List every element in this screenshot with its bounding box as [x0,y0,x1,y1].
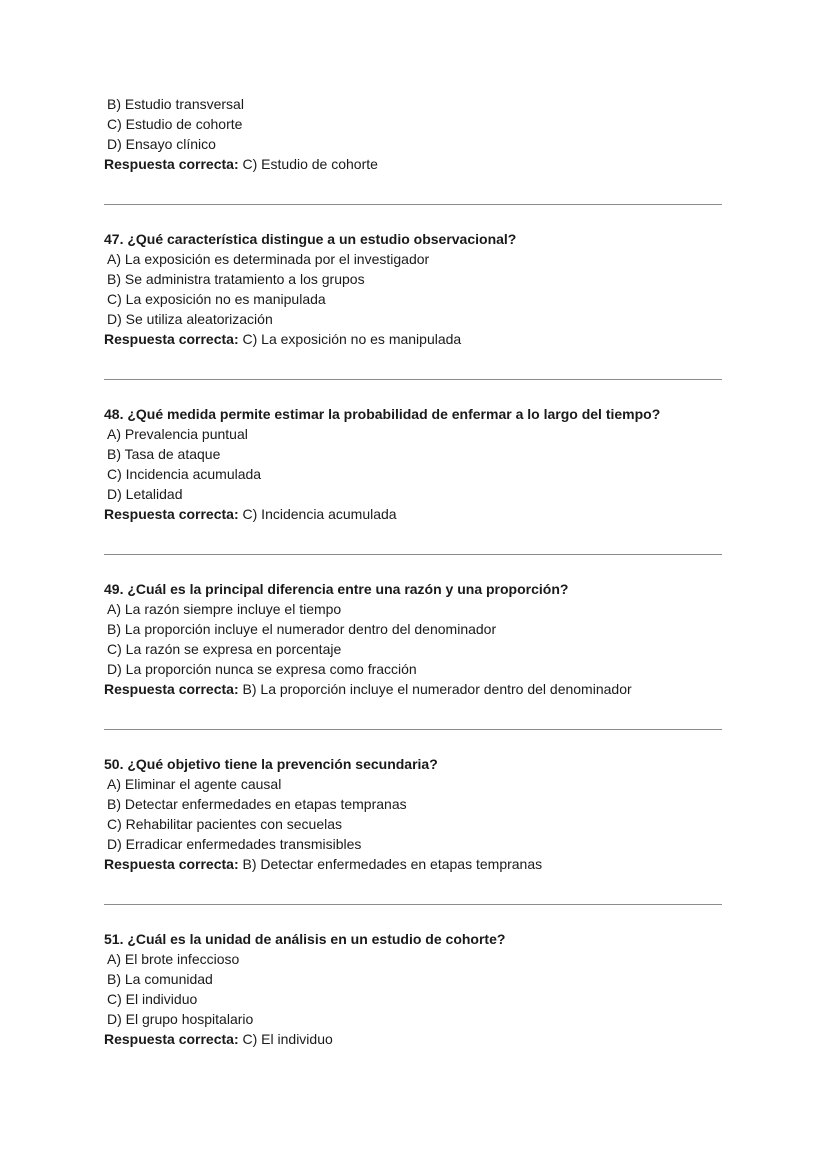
question-option: D) Letalidad [107,486,183,502]
question-option: D) La proporción nunca se expresa como fracción [107,661,417,677]
question-options [104,774,722,854]
question-title: 49. ¿Cuál es la principal diferencia entre una razón y una proporción? [104,581,569,597]
question-block [104,579,722,699]
question-option: D) Erradicar enfermedades transmisibles [107,836,362,852]
answer-label: Respuesta correcta: [104,156,239,172]
answer-line [104,329,722,349]
divider [104,904,722,905]
question-option: C) Estudio de cohorte [107,116,243,132]
question-block [104,929,722,1049]
divider [104,379,722,380]
answer-label: Respuesta correcta: [104,506,239,522]
question-block [104,94,722,174]
divider [104,204,722,205]
answer-line [104,854,722,874]
answer-line [104,679,722,699]
answer-text: C) Incidencia acumulada [242,506,397,522]
answer-label: Respuesta correcta: [104,1031,239,1047]
question-title: 47. ¿Qué característica distingue a un estudio observacional? [104,231,517,247]
question-option: A) La razón siempre incluye el tiempo [107,601,342,617]
question-option: A) Prevalencia puntual [107,426,248,442]
answer-text: C) El individuo [242,1031,333,1047]
question-option: B) Estudio transversal [107,96,244,112]
question-options [104,949,722,1029]
answer-label: Respuesta correcta: [104,681,239,697]
question-title: 48. ¿Qué medida permite estimar la probabilidad de enfermar a lo largo del tiempo? [104,406,661,422]
answer-text: B) La proporción incluye el numerador dentro del denominador [242,681,632,697]
answer-line [104,154,722,174]
question-options [104,94,722,154]
answer-line [104,1029,722,1049]
question-option: A) El brote infeccioso [107,951,240,967]
answer-text: B) Detectar enfermedades en etapas tempranas [242,856,543,872]
question-option: C) La razón se expresa en porcentaje [107,641,342,657]
question-options [104,249,722,329]
question-option: D) Ensayo clínico [107,136,216,152]
answer-text: C) La exposición no es manipulada [242,331,462,347]
question-title: 51. ¿Cuál es la unidad de análisis en un estudio de cohorte? [104,931,506,947]
question-option: B) Detectar enfermedades en etapas tempranas [107,796,407,812]
question-option: C) El individuo [107,991,198,1007]
question-option: B) La proporción incluye el numerador dentro del denominador [107,621,497,637]
answer-line [104,504,722,524]
question-option: B) Se administra tratamiento a los grupos [107,271,365,287]
question-option: D) Se utiliza aleatorización [107,311,273,327]
answer-text: C) Estudio de cohorte [242,156,378,172]
question-option: A) Eliminar el agente causal [107,776,282,792]
question-block [104,404,722,524]
question-option: C) La exposición no es manipulada [107,291,326,307]
answer-label: Respuesta correcta: [104,856,239,872]
question-option: B) La comunidad [107,971,213,987]
question-options [104,424,722,504]
question-option: D) El grupo hospitalario [107,1011,254,1027]
question-option: A) La exposición es determinada por el investigador [107,251,430,267]
question-block [104,754,722,874]
question-options [104,599,722,679]
question-title: 50. ¿Qué objetivo tiene la prevención secundaria? [104,756,438,772]
divider [104,554,722,555]
question-option: B) Tasa de ataque [107,446,221,462]
answer-label: Respuesta correcta: [104,331,239,347]
question-block [104,229,722,349]
divider [104,729,722,730]
question-option: C) Incidencia acumulada [107,466,262,482]
question-option: C) Rehabilitar pacientes con secuelas [107,816,343,832]
